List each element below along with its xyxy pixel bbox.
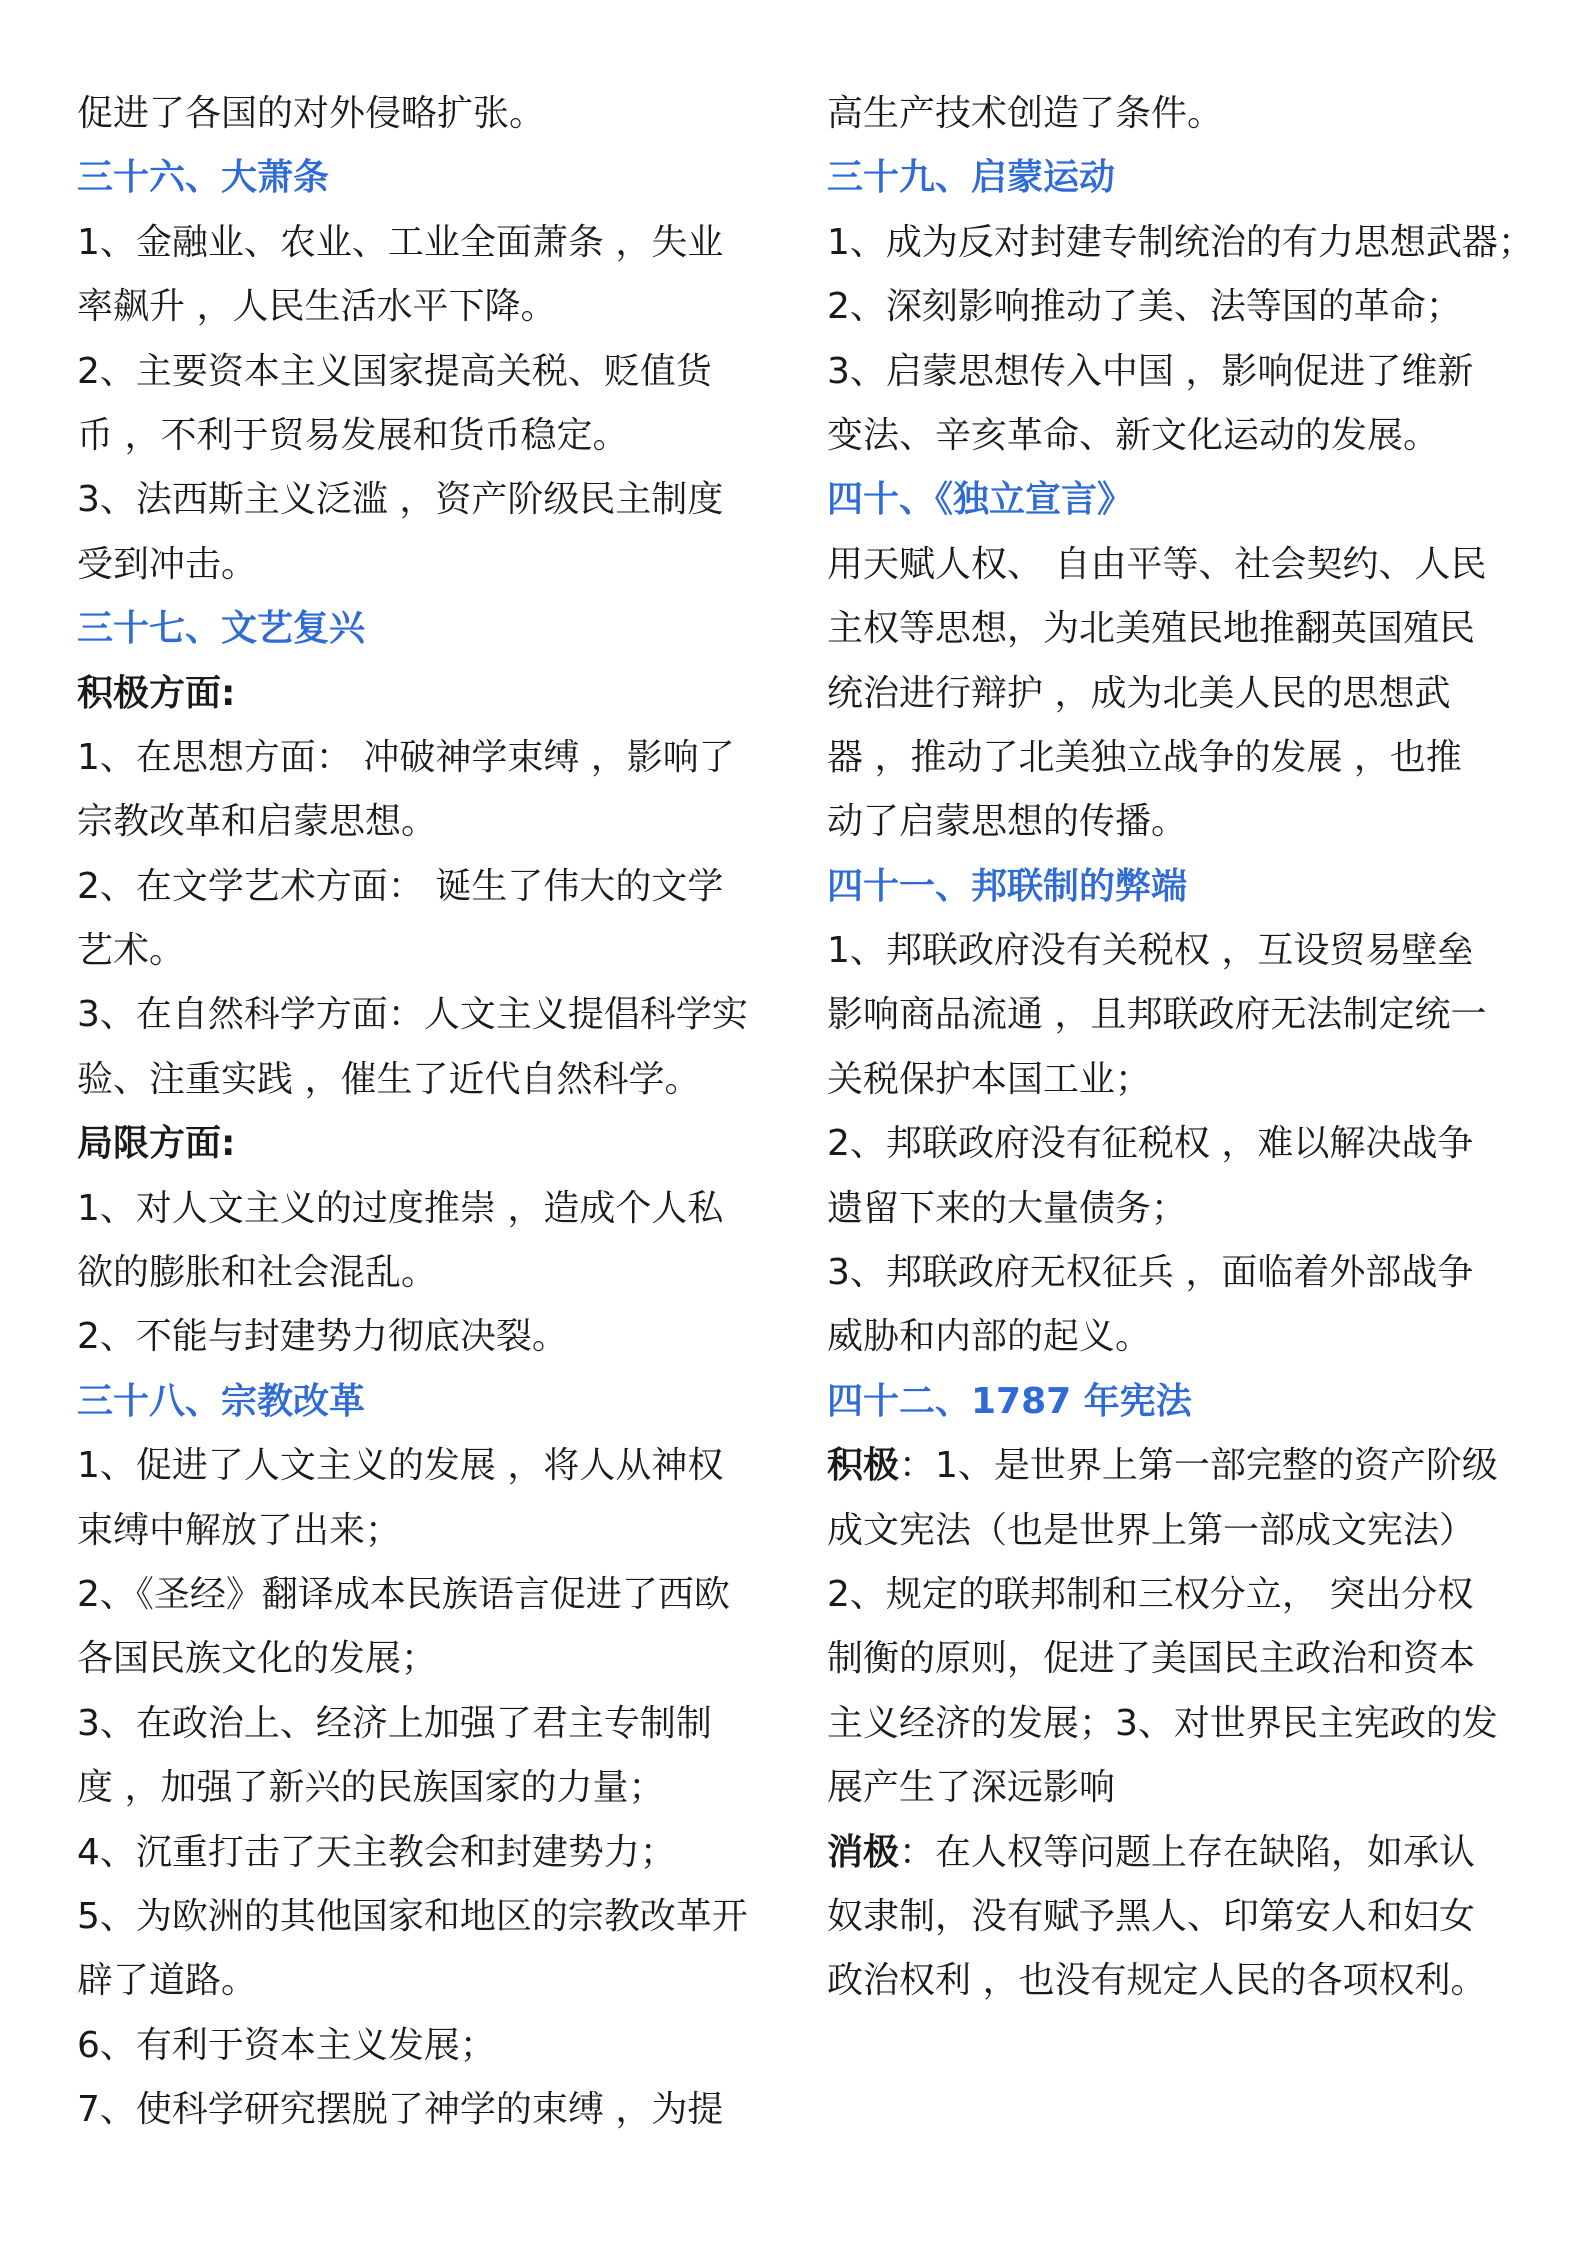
- text-line: 2、主要资本主义国家提高关税、贬值货: [77, 350, 712, 392]
- text-line: 3、启蒙思想传入中国 ，影响促进了维新: [827, 350, 1474, 392]
- text-line: 威胁和内部的起义。: [827, 1316, 1152, 1358]
- text-line: 5、为欧洲的其他国家和地区的宗教改革开: [77, 1895, 748, 1937]
- section-heading: 三十七、文艺复兴: [77, 608, 366, 650]
- text-line: 度 ，加强了新兴的民族国家的力量；: [77, 1767, 665, 1809]
- text-line: 束缚中解放了出来；: [77, 1509, 402, 1551]
- text-line: 高生产技术创造了条件。: [827, 93, 1224, 134]
- text-line: 1、金融业、农业、工业全面萧条 ，失业: [77, 221, 724, 263]
- text-line: 3、邦联政府无权征兵 ，面临着外部战争: [827, 1252, 1474, 1294]
- text-line: 2、在文学艺术方面： 诞生了伟大的文学: [77, 865, 724, 907]
- section-heading: 四十二、1787 年宪法: [827, 1380, 1192, 1422]
- text-line: 3、法西斯主义泛滥 ，资产阶级民主制度: [77, 479, 724, 521]
- inline-bold-label: 消极: [827, 1831, 900, 1873]
- text-line: 促进了各国的对外侵略扩张。: [77, 93, 546, 134]
- text-line: 影响商品流通 ，且邦联政府无法制定统一: [827, 994, 1487, 1036]
- inline-text: ：在人权等问题上存在缺陷，如承认: [899, 1831, 1476, 1873]
- text-line: 辟了道路。: [77, 1960, 258, 2002]
- text-line: 1、在思想方面： 冲破神学束缚 ，影响了: [77, 736, 735, 778]
- text-line: 受到冲击。: [77, 543, 258, 585]
- text-line: 2、深刻影响推动了美、法等国的革命；: [827, 286, 1462, 328]
- text-line: 主义经济的发展；3、对世界民主宪政的发: [827, 1702, 1498, 1744]
- text-line: 4、沉重打击了天主教会和封建势力；: [77, 1831, 676, 1873]
- text-line: 欲的膨胀和社会混乱。: [77, 1252, 438, 1294]
- subsection-label: 积极方面:: [77, 672, 236, 714]
- text-line: 变法、辛亥革命、新文化运动的发展。: [827, 414, 1440, 456]
- section-heading: 三十八、宗教改革: [77, 1380, 366, 1422]
- text-line: 2、《圣经》翻译成本民族语言促进了西欧: [77, 1573, 730, 1615]
- section-heading: 四十一、邦联制的弊端: [827, 865, 1188, 907]
- text-line: 币 ，不利于贸易发展和货币稳定。: [77, 414, 629, 456]
- inline-bold-label: 积极: [827, 1445, 900, 1487]
- text-line: [827, 1434, 1552, 1498]
- text-line: 成文宪法（也是世界上第一部成文宪法）: [827, 1509, 1476, 1551]
- section-heading: 三十六、大萧条: [77, 157, 330, 199]
- section-heading: 三十九、启蒙运动: [827, 157, 1116, 199]
- text-line: 3、在自然科学方面：人文主义提倡科学实: [77, 994, 748, 1036]
- text-line: 1、促进了人文主义的发展 ，将人从神权: [77, 1445, 724, 1487]
- text-line: 奴隶制，没有赋予黑人、印第安人和妇女: [827, 1895, 1476, 1937]
- right-column: [827, 82, 1552, 2014]
- text-line: 制衡的原则，促进了美国民主政治和资本: [827, 1638, 1476, 1680]
- text-line: 用天赋人权、 自由平等、社会契约、人民: [827, 543, 1487, 585]
- text-line: [827, 1821, 1552, 1885]
- text-line: 2、规定的联邦制和三权分立， 突出分权: [827, 1573, 1474, 1615]
- left-column: [77, 82, 777, 2143]
- text-line: 主权等思想，为北美殖民地推翻英国殖民: [827, 608, 1476, 650]
- text-line: 展产生了深远影响: [827, 1767, 1116, 1809]
- text-line: 政治权利 ，也没有规定人民的各项权利。: [827, 1960, 1487, 2002]
- section-heading: 四十、《独立宣言》: [827, 479, 1134, 521]
- text-line: 3、在政治上、经济上加强了君主专制制: [77, 1702, 712, 1744]
- text-line: 动了启蒙思想的传播。: [827, 801, 1188, 843]
- text-line: 1、邦联政府没有关税权 ，互设贸易壁垒: [827, 930, 1474, 972]
- text-line: 宗教改革和启蒙思想。: [77, 801, 438, 843]
- text-line: 验、注重实践 ，催生了近代自然科学。: [77, 1058, 701, 1100]
- text-line: 艺术。: [77, 930, 186, 972]
- text-line: 统治进行辩护 ，成为北美人民的思想武: [827, 672, 1451, 714]
- text-line: 器 ，推动了北美独立战争的发展 ，也推: [827, 736, 1462, 778]
- text-line: 1、对人文主义的过度推崇 ，造成个人私: [77, 1187, 724, 1229]
- text-line: 各国民族文化的发展；: [77, 1638, 438, 1680]
- text-line: 关税保护本国工业；: [827, 1058, 1152, 1100]
- text-line: 1、成为反对封建专制统治的有力思想武器；: [827, 221, 1534, 263]
- subsection-label: 局限方面:: [77, 1123, 236, 1165]
- text-line: 2、不能与封建势力彻底决裂。: [77, 1316, 568, 1358]
- text-line: 7、使科学研究摆脱了神学的束缚 ，为提: [77, 2089, 724, 2131]
- text-line: 遗留下来的大量债务；: [827, 1187, 1188, 1229]
- text-line: 2、邦联政府没有征税权 ，难以解决战争: [827, 1123, 1474, 1165]
- inline-text: ：1、是世界上第一部完整的资产阶级: [899, 1445, 1498, 1487]
- text-line: 率飙升 ，人民生活水平下降。: [77, 286, 557, 328]
- text-line: 6、有利于资本主义发展；: [77, 2024, 496, 2066]
